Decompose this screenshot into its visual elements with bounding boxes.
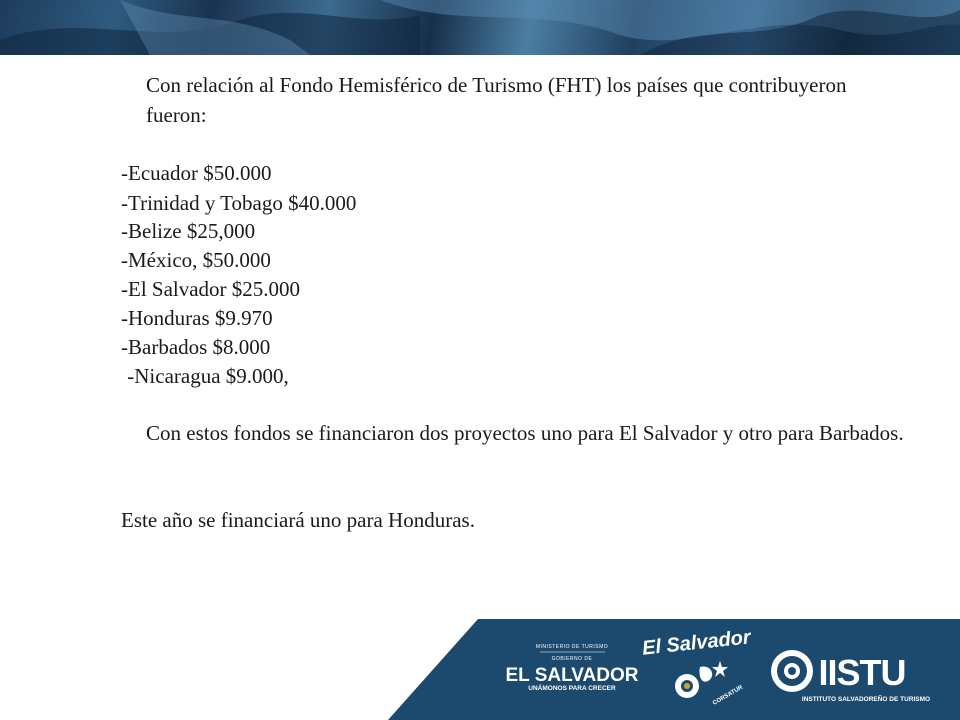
funding-paragraph: Con estos fondos se financiaron dos proyectos uno para El Salvador y otro para Barbados. (146, 421, 904, 445)
ministry-line4: UNÁMONOS PARA CRECER (528, 685, 616, 692)
footer-logos (0, 619, 960, 720)
istu-wordmark: IISTU (818, 652, 906, 693)
contribution-honduras: -Honduras $9.970 (121, 306, 273, 330)
contribution-belize: -Belize $25,000 (121, 219, 256, 243)
contribution-mexico: -México, $50.000 (121, 248, 271, 272)
contribution-el-salvador: -El Salvador $25.000 (121, 277, 301, 301)
contribution-ecuador: -Ecuador $50.000 (121, 161, 272, 185)
ministry-line3: EL SALVADOR (505, 665, 639, 686)
contribution-trinidad-tobago: -Trinidad y Tobago $40.000 (121, 191, 357, 215)
brand-script: El Salvador (641, 626, 752, 660)
corsatur-label: CORSATUR (712, 684, 745, 707)
footer-logo-bar (0, 619, 960, 720)
contribution-barbados: -Barbados $8.000 (121, 335, 271, 359)
closing-paragraph: Este año se financiará uno para Honduras. (121, 508, 475, 532)
ministry-line1: MINISTERIO DE TURISMO (535, 644, 609, 650)
contribution-nicaragua: -Nicaragua $9.000, (122, 364, 289, 388)
ministry-line2: GOBIERNO DE (551, 656, 593, 662)
intro-paragraph: Con relación al Fondo Hemisférico de Turismo (FHT) los países que contribuyeron fueron: (146, 73, 847, 127)
istu-caption: INSTITUTO SALVADOREÑO DE TURISMO (801, 696, 931, 703)
